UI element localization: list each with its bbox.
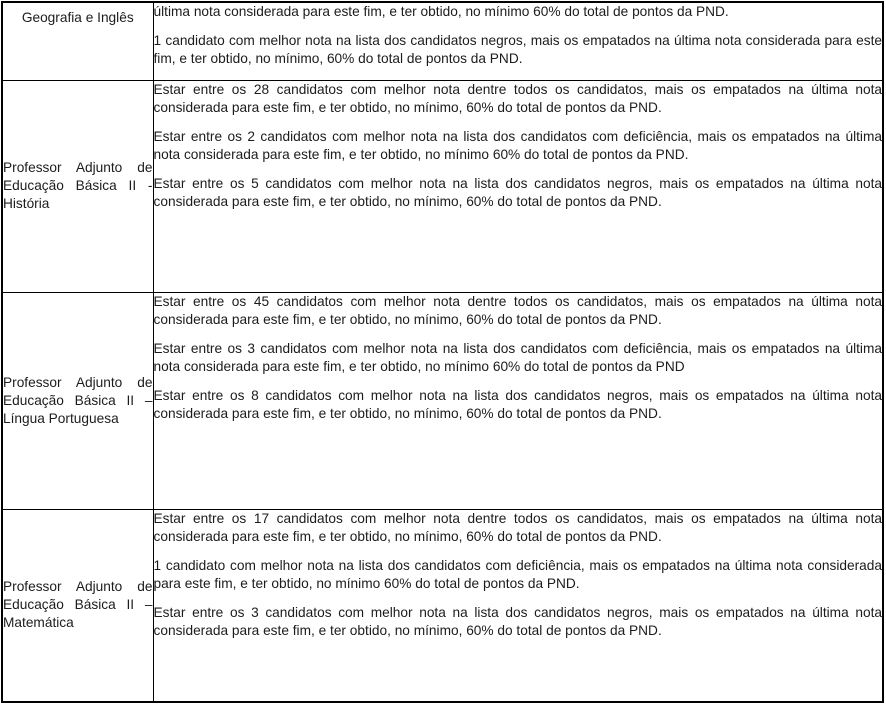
table-row-matematica [2, 509, 883, 702]
criteria-cell-matematica [153, 509, 883, 702]
criteria-paragraph: Estar entre os 8 candidatos com melhor nota na lista dos candidatos negros, mais os empatados na última nota considerada para este fim, e ter obtido, no mínimo, 60% do total de pontos da PND. [153, 387, 882, 421]
criteria-paragraph: Estar entre os 3 candidatos com melhor nota na lista dos candidatos negros, mais os empatados na última nota considerada para este fim, e ter obtido, no mínimo, 60% do total de pontos da PND. [153, 604, 882, 638]
table-row-historia [2, 80, 883, 292]
criteria-paragraph: Estar entre os 45 candidatos com melhor nota dentre todos os candidatos, mais os empatados na última nota considerada para este fim, e ter obtido, no mínimo, 60% do total de pontos da PND. [153, 293, 882, 327]
criteria-paragraph: 1 candidato com melhor nota na lista dos candidatos negros, mais os empatados na última nota considerada para este fim, e ter obtido, no mínimo, 60% do total de pontos da PND. [153, 33, 882, 66]
criteria-paragraph: Estar entre os 28 candidatos com melhor nota dentre todos os candidatos, mais os empatados na última nota considerada para este fim, e ter obtido, no mínimo, 60% do total de pontos da PND. [153, 81, 882, 115]
position-cell-geografia-ingles: Geografia e Inglês [2, 2, 153, 80]
table-row-geografia-ingles [2, 2, 883, 80]
classification-criteria-table [1, 1, 884, 703]
criteria-paragraph: Estar entre os 2 candidatos com melhor nota na lista dos candidatos com deficiência, mais os empatados na última nota considerada para este fim, e ter obtido, no mínimo 60% do total de pontos da PND. [153, 128, 882, 162]
criteria-cell-historia [153, 80, 883, 292]
criteria-paragraph: 1 candidato com melhor nota na lista dos candidatos com deficiência, mais os empatados na última nota considerada para este fim, e ter obtido, no mínimo 60% do total de pontos da PND. [153, 557, 882, 591]
position-cell-lingua-portuguesa: Professor Adjunto de Educação Básica II – Língua Portuguesa [2, 292, 153, 509]
criteria-cell-lingua-portuguesa [153, 292, 883, 509]
criteria-cell-geografia-ingles [153, 2, 883, 80]
position-cell-historia: Professor Adjunto de Educação Básica II - História [2, 80, 153, 292]
position-cell-matematica: Professor Adjunto de Educação Básica II – Matemática [2, 509, 153, 702]
criteria-paragraph: Estar entre os 3 candidatos com melhor nota na lista dos candidatos com deficiência, mais os empatados na última nota considerada para este fim, e ter obtido, no mínimo 60% do total de pontos da PND [153, 340, 882, 374]
criteria-paragraph: Estar entre os 17 candidatos com melhor nota dentre todos os candidatos, mais os empatados na última nota considerada para este fim, e ter obtido, no mínimo, 60% do total de pontos da PND. [153, 510, 882, 544]
table-row-lingua-portuguesa [2, 292, 883, 509]
criteria-paragraph: última nota considerada para este fim, e ter obtido, no mínimo 60% do total de pontos da PND. [153, 4, 729, 19]
criteria-paragraph: Estar entre os 5 candidatos com melhor nota na lista dos candidatos negros, mais os empatados na última nota considerada para este fim, e ter obtido, no mínimo, 60% do total de pontos da PND. [153, 175, 882, 209]
